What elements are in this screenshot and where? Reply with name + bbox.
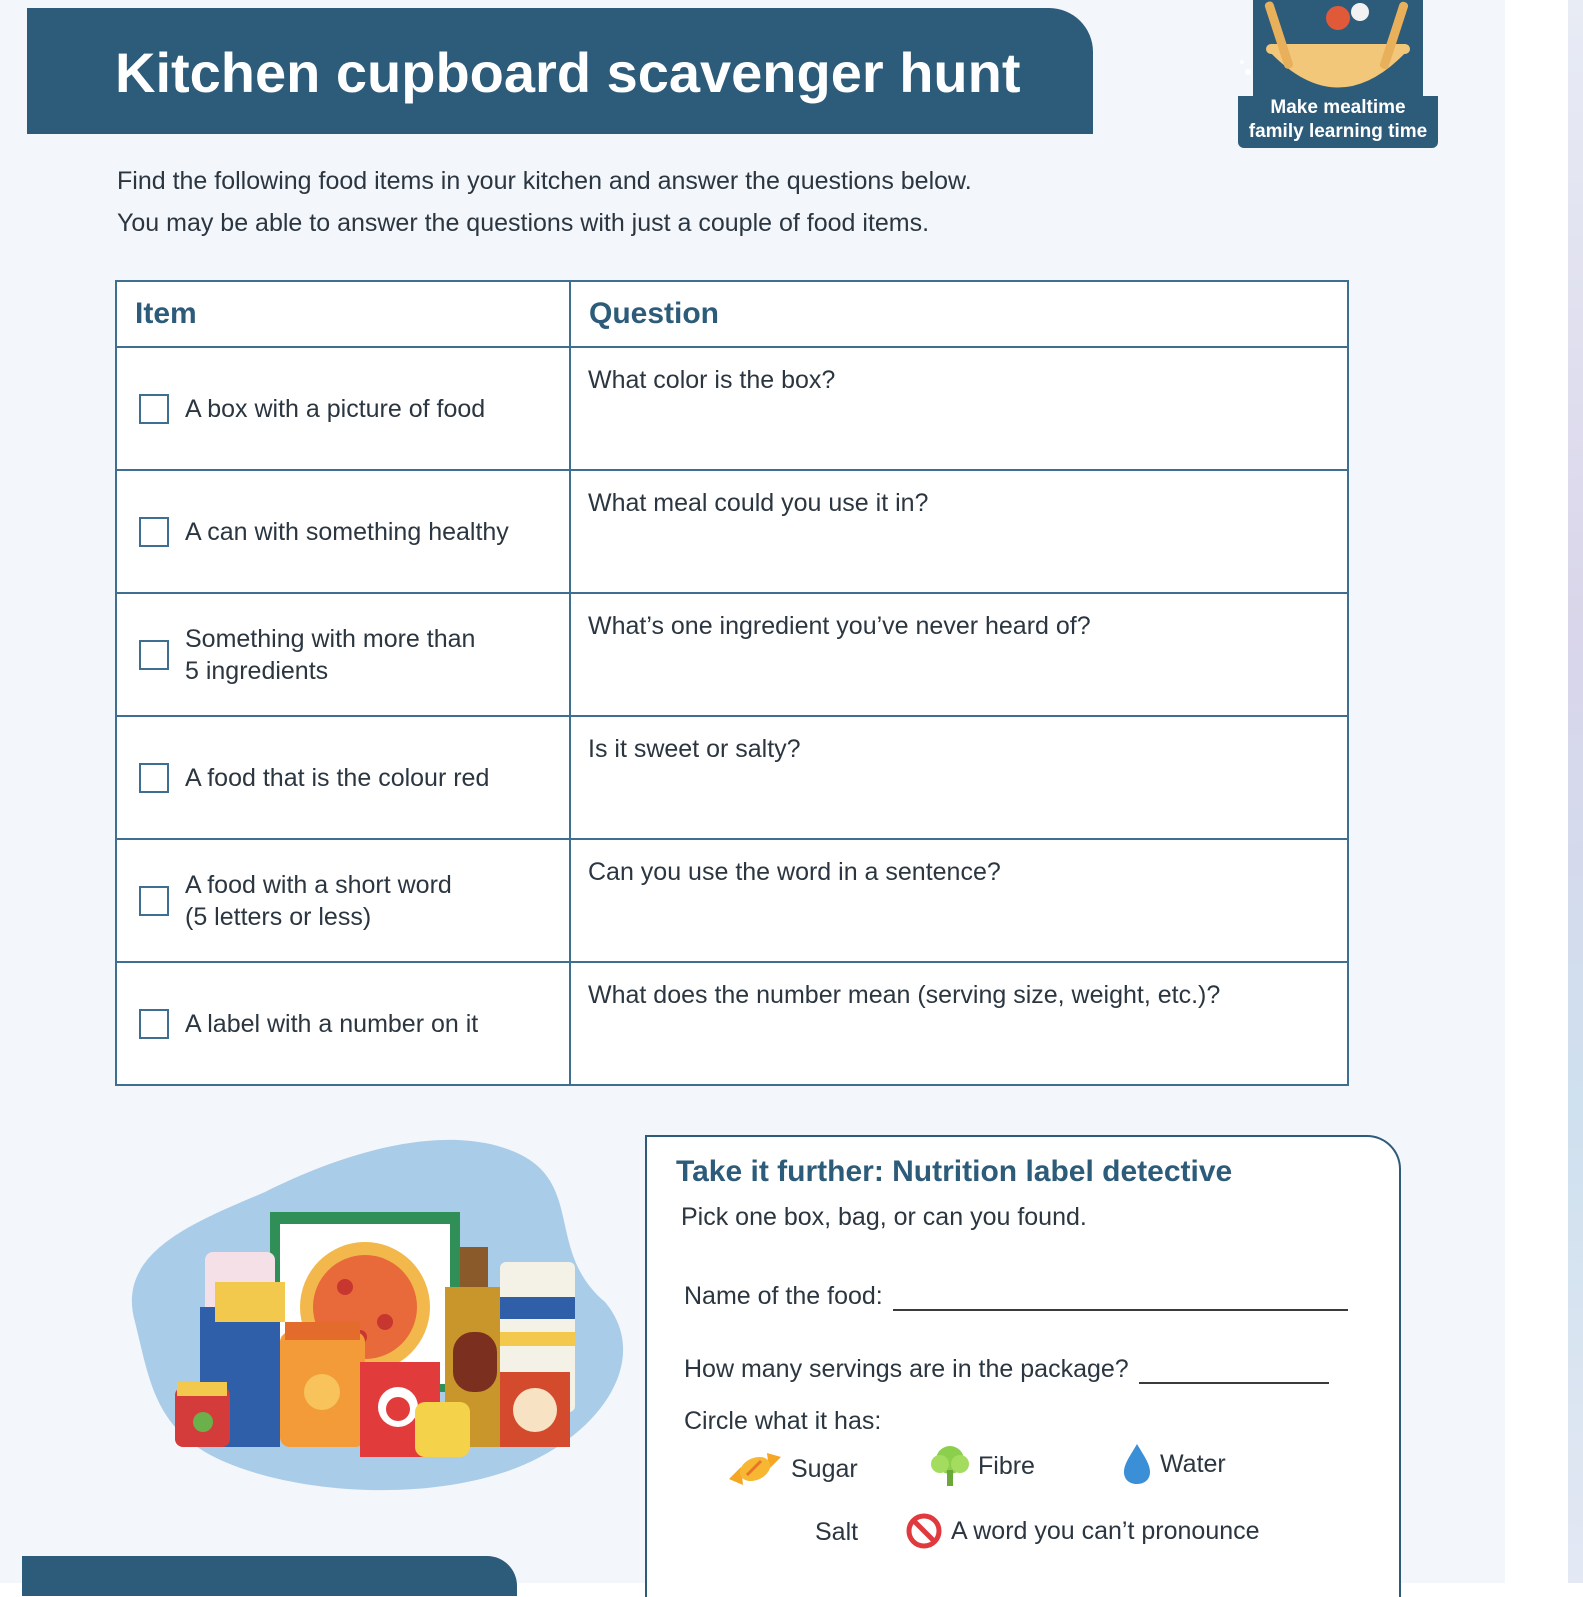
option-sugar[interactable] (727, 1449, 858, 1489)
question-cell: Is it sweet or salty? (570, 716, 1348, 839)
logo-line-1: Make mealtime (1270, 97, 1406, 118)
item-cell (116, 962, 570, 1085)
option-water-label: Water (1160, 1449, 1226, 1478)
table-row (116, 839, 1348, 962)
item-label-line: (5 letters or less) (185, 902, 372, 931)
question-cell: What does the number mean (serving size, weight, etc.)? (570, 962, 1348, 1085)
question-cell: What color is the box? (570, 347, 1348, 470)
item-cell (116, 716, 570, 839)
scavenger-table (115, 280, 1349, 1086)
question-cell: Can you use the word in a sentence? (570, 839, 1348, 962)
page-title: Kitchen cupboard scavenger hunt (115, 41, 1021, 104)
item-checkbox[interactable] (139, 394, 169, 424)
option-fibre[interactable] (930, 1444, 1035, 1488)
logo-caption (1238, 96, 1438, 148)
item-cell (116, 347, 570, 470)
question-cell: What’s one ingredient you’ve never heard of? (570, 593, 1348, 716)
option-water[interactable] (1122, 1442, 1226, 1486)
bowl-icon (1238, 0, 1438, 100)
option-salt[interactable] (815, 1518, 858, 1547)
logo-line-2: family learning time (1248, 121, 1428, 142)
item-label (185, 623, 475, 687)
table-row (116, 962, 1348, 1085)
column-header-question: Question (570, 281, 1348, 347)
intro-line-1: Find the following food items in your kitchen and answer the questions below. (117, 167, 972, 195)
prohibited-icon (905, 1512, 943, 1550)
candy-icon (727, 1449, 783, 1489)
water-drop-icon (1122, 1442, 1152, 1486)
lettuce-icon (930, 1444, 970, 1488)
question-cell: What meal could you use it in? (570, 470, 1348, 593)
food-name-input-line[interactable] (893, 1283, 1348, 1311)
option-salt-label: Salt (815, 1518, 859, 1546)
table-row (116, 593, 1348, 716)
item-checkbox[interactable] (139, 1009, 169, 1039)
food-name-label: Name of the food: (684, 1282, 883, 1310)
item-label-line: A label with a number on it (185, 1009, 479, 1038)
item-label-line: Something with more than (185, 624, 476, 653)
further-subtitle: Pick one box, bag, or can you found. (681, 1203, 1087, 1231)
food-name-field (684, 1282, 1348, 1311)
option-sugar-label: Sugar (791, 1454, 858, 1483)
mealtime-logo (1238, 0, 1438, 150)
item-label-line: 5 ingredients (185, 656, 329, 685)
table-header-row (116, 281, 1348, 347)
item-cell (116, 593, 570, 716)
pantry-food-illustration (115, 1132, 635, 1492)
option-unpronounceable-label: A word you can’t pronounce (951, 1516, 1260, 1545)
item-label (185, 516, 509, 548)
item-label-line: A can with something healthy (185, 517, 509, 546)
table-row (116, 716, 1348, 839)
item-checkbox[interactable] (139, 517, 169, 547)
item-label (185, 393, 485, 425)
circle-instruction: Circle what it has: (684, 1407, 882, 1435)
table-row (116, 347, 1348, 470)
servings-field (684, 1355, 1329, 1384)
servings-label: How many servings are in the package? (684, 1355, 1129, 1383)
intro-line-2: You may be able to answer the questions with just a couple of food items. (117, 209, 930, 237)
column-header-item: Item (116, 281, 570, 347)
item-checkbox[interactable] (139, 640, 169, 670)
item-cell (116, 470, 570, 593)
item-label-line: A food that is the colour red (185, 763, 490, 792)
scan-edge (1568, 0, 1583, 1583)
further-title: Take it further: Nutrition label detective (676, 1155, 1233, 1188)
item-label (185, 869, 452, 933)
take-it-further-box (645, 1135, 1401, 1597)
item-checkbox[interactable] (139, 763, 169, 793)
intro-text (117, 160, 1117, 244)
item-label (185, 762, 489, 794)
item-checkbox[interactable] (139, 886, 169, 916)
footer-banner (22, 1556, 517, 1596)
item-label-line: A box with a picture of food (185, 394, 486, 423)
item-cell (116, 839, 570, 962)
item-label (185, 1008, 478, 1040)
option-unpronounceable[interactable] (905, 1512, 1260, 1550)
servings-input-line[interactable] (1139, 1356, 1329, 1384)
title-banner (27, 8, 1093, 134)
option-fibre-label: Fibre (978, 1451, 1035, 1480)
table-row (116, 470, 1348, 593)
item-label-line: A food with a short word (185, 870, 452, 899)
